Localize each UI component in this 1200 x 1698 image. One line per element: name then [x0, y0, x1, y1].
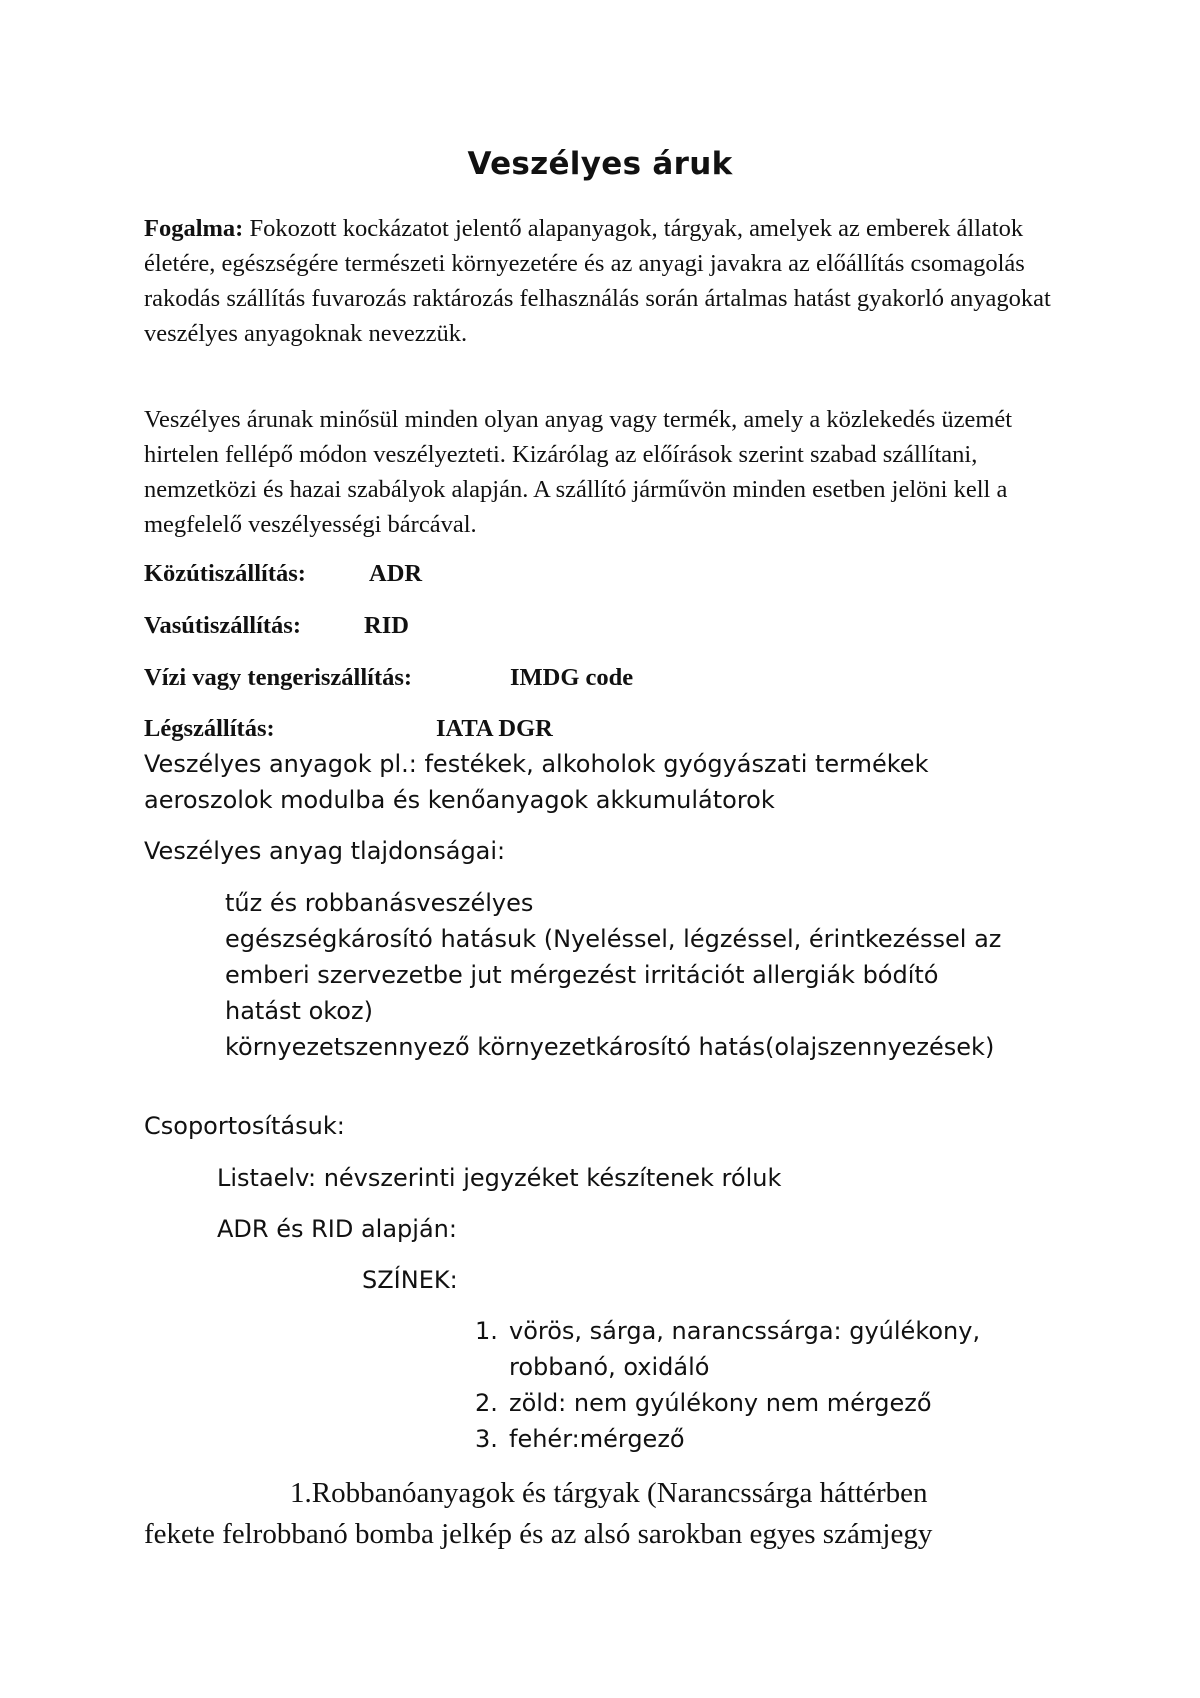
transport-mode: Közútiszállítás:	[144, 560, 306, 587]
property-line: hatást okoz)	[225, 997, 373, 1025]
page-title: Veszélyes áruk	[467, 146, 733, 182]
transport-code: IATA DGR	[436, 715, 553, 742]
grouping-heading: Csoportosításuk:	[144, 1112, 345, 1140]
list-item	[475, 1385, 980, 1421]
description-paragraph: Veszélyes árunak minősül minden olyan anyag vagy termék, amely a közlekedés üzemét hirtelen fellépő módon veszélyezteti. Kizárólag az előírások szerint szabad szállítani, nemzetközi és hazai szabályok alapján. A szállító járművön minden esetben jelöni kell a megfelelő veszélyességi bárcával.	[144, 406, 1013, 538]
transport-code: RID	[364, 612, 409, 639]
properties-heading: Veszélyes anyag tlajdonságai:	[144, 837, 506, 865]
transport-row-air	[144, 715, 553, 743]
list-item	[475, 1313, 980, 1385]
colors-list	[475, 1313, 980, 1457]
list-number: 3.	[475, 1425, 498, 1453]
transport-row-sea	[144, 664, 634, 692]
list-item-text: fehér:mérgező	[509, 1425, 685, 1453]
adr-rid-basis: ADR és RID alapján:	[217, 1215, 457, 1243]
transport-row-rail	[144, 612, 409, 640]
list-item-text: robbanó, oxidáló	[509, 1353, 710, 1381]
property-line: emberi szervezetbe jut mérgezést irritációt allergiák bódító	[225, 961, 939, 989]
closing-line-1: 1.Robbanóanyagok és tárgyak (Narancssárga háttérben	[290, 1477, 928, 1509]
colors-heading: SZÍNEK:	[362, 1266, 458, 1294]
closing-line-2: fekete felrobbanó bomba jelkép és az alsó sarokban egyes számjegy	[144, 1518, 933, 1550]
property-line: tűz és robbanásveszélyes	[225, 889, 534, 917]
transport-code: IMDG code	[510, 664, 634, 691]
property-line: környezetszennyező környezetkárosító hatás(olajszennyezések)	[225, 1033, 995, 1061]
definition-label: Fogalma:	[144, 215, 244, 242]
definition-paragraph	[144, 211, 1084, 351]
transport-code: ADR	[369, 560, 423, 587]
examples-line-1: Veszélyes anyagok pl.: festékek, alkoholok gyógyászati termékek	[144, 750, 929, 778]
list-item-text: zöld: nem gyúlékony nem mérgező	[509, 1389, 932, 1417]
transport-mode: Vasútiszállítás:	[144, 612, 302, 639]
list-number: 1.	[475, 1317, 498, 1345]
transport-mode: Vízi vagy tengeriszállítás:	[144, 664, 413, 691]
list-item-text: vörös, sárga, narancssárga: gyúlékony,	[509, 1317, 981, 1345]
examples-line-2: aeroszolok modulba és kenőanyagok akkumulátorok	[144, 786, 775, 814]
transport-row-road	[144, 560, 423, 588]
list-item	[475, 1421, 980, 1457]
list-number: 2.	[475, 1389, 498, 1417]
transport-mode: Légszállítás:	[144, 715, 275, 742]
property-line: egészségkárosító hatásuk (Nyeléssel, légzéssel, érintkezéssel az	[225, 925, 1002, 953]
list-principle: Listaelv: névszerinti jegyzéket készítenek róluk	[217, 1164, 782, 1192]
definition-text: Fokozott kockázatot jelentő alapanyagok, tárgyak, amelyek az emberek állatok életére, egészségére természeti környezetére és az anyagi javakra az előállítás csomagolás rakodás szállítás fuvarozás raktározás felhasználás során ártalmas hatást gyakorló anyagokat veszélyes anyagoknak nevezzük.	[144, 215, 1051, 347]
